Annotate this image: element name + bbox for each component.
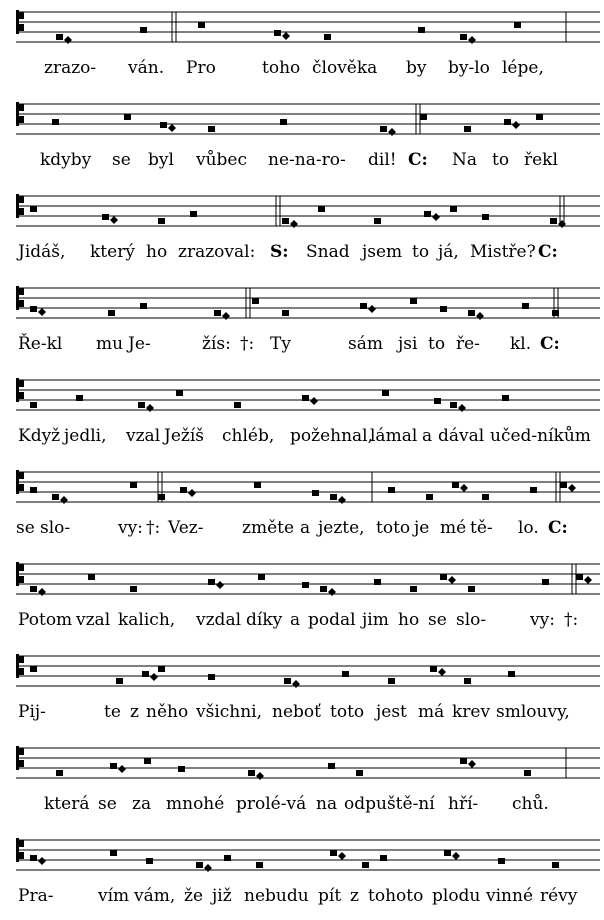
neume-note (280, 119, 287, 125)
lyric-syllable: pít (318, 886, 342, 906)
neume-note (30, 206, 37, 212)
neume-note (146, 858, 153, 864)
neume-note (330, 494, 337, 500)
lyric-syllable: má (418, 702, 445, 722)
neume-note (450, 206, 457, 212)
neume-note (388, 678, 395, 684)
lyric-syllable: chů. (512, 794, 549, 814)
lyric-syllable: jezte, (318, 518, 365, 538)
lyric-syllable: učed-níkům (490, 426, 591, 446)
chant-system (0, 92, 604, 184)
rhombus-note (282, 32, 290, 40)
neume-note (274, 30, 281, 36)
lyric-syllable: dával (438, 426, 485, 446)
neume-note (302, 395, 309, 401)
lyric-syllable: Ty (270, 334, 291, 354)
lyric-syllable: prolé-vá (236, 794, 307, 814)
neume-note (382, 390, 389, 396)
rhombus-note (204, 864, 212, 872)
lyric-syllable: všichni, (196, 702, 263, 722)
lyric-syllable: odpuště-ní (344, 794, 435, 814)
neume-note (116, 678, 123, 684)
lyric-syllable: Vez- (168, 518, 204, 538)
neume-note (284, 678, 291, 684)
lyric-syllable: lépe, (502, 58, 544, 78)
lyric-line (0, 238, 604, 266)
lyric-syllable: byl (148, 150, 174, 170)
lyric-syllable: která (44, 794, 90, 814)
neume-note (30, 402, 37, 408)
neume-note (108, 310, 115, 316)
lyric-syllable: Potom (18, 610, 73, 630)
lyric-syllable: vzal (76, 610, 111, 630)
neume-note (30, 487, 37, 493)
staff (16, 552, 600, 604)
neume-note (430, 666, 437, 672)
neume-note (142, 671, 149, 677)
neume-note (196, 862, 203, 868)
lyric-line (0, 146, 604, 174)
lyric-syllable: kalich, (118, 610, 176, 630)
lyric-syllable: a (422, 426, 433, 446)
lyric-syllable: žís: (202, 334, 231, 354)
staff (16, 368, 600, 420)
neume-note (30, 666, 37, 672)
staff (16, 644, 600, 696)
lyric-syllable: Jidáš, (18, 242, 66, 262)
lyric-syllable: kl. (510, 334, 532, 354)
lyric-syllable: jest (376, 702, 407, 722)
lyric-syllable: mé (440, 518, 467, 538)
neume-note (176, 390, 183, 396)
chant-system (0, 460, 604, 552)
neume-note (208, 579, 215, 585)
lyric-syllable: již (212, 886, 232, 906)
neume-note (248, 770, 255, 776)
rhombus-note (188, 489, 196, 497)
lyric-syllable: ho (398, 610, 420, 630)
rhombus-note (584, 576, 592, 584)
lyric-line (0, 882, 604, 910)
lyric-syllable: vůbec (196, 150, 248, 170)
lyric-syllable: řekl (524, 150, 558, 170)
neume-note (138, 402, 145, 408)
rhombus-note (256, 772, 264, 780)
neume-note (514, 22, 521, 28)
lyric-line (0, 790, 604, 818)
lyric-syllable: to (412, 242, 430, 262)
neume-note (362, 862, 369, 868)
lyric-syllable: se (428, 610, 447, 630)
lyric-syllable: by (406, 58, 427, 78)
lyric-syllable: Pra- (18, 886, 54, 906)
neume-note (552, 862, 559, 868)
lyric-syllable: jsem (362, 242, 403, 262)
lyric-syllable: se (112, 150, 131, 170)
lyric-syllable: z (350, 886, 359, 906)
neume-note (254, 482, 261, 488)
rhombus-note (150, 673, 158, 681)
lyric-syllable: jedli, (64, 426, 107, 446)
lyric-syllable: kdyby (40, 150, 92, 170)
neume-note (380, 855, 387, 861)
lyric-syllable: toho (262, 58, 301, 78)
lyric-syllable: ne-na-ro- (268, 150, 346, 170)
rhombus-note (452, 852, 460, 860)
rhombus-note (468, 760, 476, 768)
neume-note (30, 855, 37, 861)
neume-note (356, 770, 363, 776)
lyric-syllable: neboť (272, 702, 321, 722)
rhombus-note (512, 121, 520, 129)
lyric-syllable: vám, (134, 886, 176, 906)
neume-note (130, 482, 137, 488)
neume-note (468, 586, 475, 592)
lyric-syllable: díky (246, 610, 283, 630)
lyric-syllable: slo- (456, 610, 487, 630)
rhombus-note (338, 852, 346, 860)
rhombus-note (458, 404, 466, 412)
rhombus-note (146, 404, 154, 412)
lyric-syllable: z (130, 702, 139, 722)
lyric-syllable: chléb, (222, 426, 275, 446)
neume-note (130, 586, 137, 592)
neume-note (160, 122, 167, 128)
neume-note (464, 678, 471, 684)
neume-note (158, 218, 165, 224)
neume-note (482, 214, 489, 220)
neume-note (224, 855, 231, 861)
neume-note (282, 310, 289, 316)
neume-note (88, 574, 95, 580)
chant-system (0, 0, 604, 92)
neume-note (110, 763, 117, 769)
lyric-syllable: vy: (118, 518, 143, 538)
neume-note (178, 766, 185, 772)
neume-note (444, 850, 451, 856)
chant-system (0, 184, 604, 276)
lyric-syllable: podal (308, 610, 356, 630)
rhombus-note (64, 36, 72, 44)
chant-system (0, 644, 604, 736)
lyric-syllable: vzdal (196, 610, 242, 630)
neume-note (102, 214, 109, 220)
neume-note (374, 579, 381, 585)
rhombus-note (310, 397, 318, 405)
lyric-syllable: lo. (518, 518, 539, 538)
neume-note (502, 395, 509, 401)
lyric-syllable: sám (348, 334, 383, 354)
staff (16, 276, 600, 328)
neume-note (330, 850, 337, 856)
lyric-syllable: toto (330, 702, 365, 722)
lyric-syllable: to (492, 150, 510, 170)
chant-system (0, 736, 604, 828)
neume-note (302, 582, 309, 588)
neume-note (374, 218, 381, 224)
neume-note (144, 758, 151, 764)
neume-note (258, 574, 265, 580)
rhombus-note (568, 484, 576, 492)
lyric-syllable: Na (452, 150, 478, 170)
lyric-syllable: já, (438, 242, 459, 262)
lyric-syllable: tě- (470, 518, 493, 538)
lyric-syllable: hří- (448, 794, 479, 814)
lyric-line (0, 330, 604, 358)
neume-note (208, 674, 215, 680)
lyric-syllable: †: (564, 610, 579, 630)
rhombus-note (432, 213, 440, 221)
neume-note (388, 487, 395, 493)
lyric-syllable: vzal (126, 426, 161, 446)
lyric-syllable: te (104, 702, 121, 722)
lyric-syllable: za (132, 794, 152, 814)
neume-note (190, 211, 197, 217)
rhombus-note (338, 496, 346, 504)
neume-note (124, 114, 131, 120)
neume-note (324, 34, 331, 40)
neume-note (522, 303, 529, 309)
lyric-syllable: lámal (370, 426, 418, 446)
lyric-syllable: Ře-kl (18, 334, 63, 354)
lyric-syllable: požehnal, (290, 426, 374, 446)
lyric-syllable: toto (376, 518, 411, 538)
lyric-syllable: †: (146, 518, 161, 538)
lyric-syllable: Je- (128, 334, 151, 354)
neume-note (464, 126, 471, 132)
rhombus-note (476, 312, 484, 320)
lyric-syllable: se (98, 794, 117, 814)
rhombus-note (292, 680, 300, 688)
neume-note (508, 671, 515, 677)
neume-note (56, 34, 63, 40)
chant-system (0, 368, 604, 460)
neume-note (530, 487, 537, 493)
neume-note (450, 402, 457, 408)
neume-note (318, 206, 325, 212)
neume-note (410, 298, 417, 304)
lyric-syllable: †: (240, 334, 255, 354)
lyric-syllable: se (16, 518, 35, 538)
neume-note (420, 114, 427, 120)
lyric-syllable: C: (538, 242, 558, 262)
neume-note (158, 666, 165, 672)
lyric-line (0, 698, 604, 726)
neume-note (208, 126, 215, 132)
chant-system (0, 552, 604, 644)
lyric-syllable: C: (540, 334, 560, 354)
lyric-syllable: je (414, 518, 430, 538)
staff (16, 736, 600, 788)
neume-note (140, 303, 147, 309)
lyric-syllable: a (290, 610, 301, 630)
rhombus-note (38, 857, 46, 865)
staff (16, 460, 600, 512)
rhombus-note (468, 36, 476, 44)
lyric-syllable: plodu (432, 886, 481, 906)
rhombus-note (368, 305, 376, 313)
rhombus-note (448, 576, 456, 584)
neume-note (234, 402, 241, 408)
neume-note (140, 27, 147, 33)
neume-note (180, 487, 187, 493)
neume-note (560, 482, 567, 488)
neume-note (410, 586, 417, 592)
lyric-syllable: člověka (312, 58, 378, 78)
rhombus-note (60, 496, 68, 504)
lyric-syllable: vím (98, 886, 130, 906)
lyric-syllable: Mistře? (470, 242, 536, 262)
lyric-syllable: ře- (456, 334, 480, 354)
neume-note (434, 398, 441, 404)
lyric-syllable: který (90, 242, 135, 262)
neume-note (110, 850, 117, 856)
lyric-syllable: vinné (486, 886, 533, 906)
neume-note (30, 586, 37, 592)
neume-note (468, 310, 475, 316)
rhombus-note (110, 216, 118, 224)
lyric-syllable: Ježíš (164, 426, 204, 446)
lyric-syllable: mnohé (166, 794, 225, 814)
rhombus-note (216, 581, 224, 589)
rhombus-note (290, 220, 298, 228)
neume-note (342, 671, 349, 677)
rhombus-note (222, 312, 230, 320)
lyric-syllable: Pij- (18, 702, 46, 722)
lyric-syllable: zrazo- (44, 58, 97, 78)
neume-note (440, 306, 447, 312)
staff (16, 92, 600, 144)
lyric-syllable: a (300, 518, 311, 538)
neume-note (498, 858, 505, 864)
rhombus-note (328, 588, 336, 596)
lyric-syllable: na (316, 794, 338, 814)
neume-note (460, 34, 467, 40)
neume-note (460, 758, 467, 764)
neume-note (56, 770, 63, 776)
staff (16, 0, 600, 52)
neume-note (214, 310, 221, 316)
neume-note (320, 586, 327, 592)
lyric-syllable: révy (540, 886, 578, 906)
neume-note (504, 119, 511, 125)
lyric-syllable: jim (362, 610, 389, 630)
neume-note (52, 119, 59, 125)
neume-note (52, 494, 59, 500)
staff (16, 828, 600, 880)
neume-note (252, 298, 259, 304)
staff (16, 184, 600, 236)
lyric-line (0, 514, 604, 542)
lyric-syllable: Snad (306, 242, 350, 262)
lyric-syllable: Pro (186, 58, 216, 78)
neume-note (312, 490, 319, 496)
neume-note (536, 114, 543, 120)
neume-note (328, 763, 335, 769)
lyric-syllable: dil! (368, 150, 397, 170)
rhombus-note (168, 124, 176, 132)
lyric-syllable: ho (146, 242, 168, 262)
lyric-line (0, 606, 604, 634)
neume-note (256, 862, 263, 868)
lyric-syllable: tohoto (368, 886, 424, 906)
rhombus-note (438, 668, 446, 676)
neume-note (426, 494, 433, 500)
chant-system (0, 276, 604, 368)
neume-note (282, 218, 289, 224)
lyric-syllable: krev (452, 702, 491, 722)
neume-note (418, 27, 425, 33)
neume-note (380, 126, 387, 132)
lyric-syllable: vy: (530, 610, 555, 630)
lyric-syllable: zrazoval: (178, 242, 256, 262)
rhombus-note (38, 588, 46, 596)
lyric-syllable: to (428, 334, 446, 354)
neume-note (440, 574, 447, 580)
rhombus-note (118, 765, 126, 773)
neume-note (360, 303, 367, 309)
rhombus-note (460, 484, 468, 492)
rhombus-note (558, 220, 566, 228)
chant-system (0, 828, 604, 920)
lyric-syllable: Když (18, 426, 61, 446)
lyric-syllable: změte (242, 518, 295, 538)
neume-note (452, 482, 459, 488)
neume-note (482, 494, 489, 500)
neume-note (542, 579, 549, 585)
neume-note (524, 770, 531, 776)
lyric-syllable: ván. (128, 58, 165, 78)
lyric-syllable: smlouvy, (496, 702, 570, 722)
lyric-syllable: jsi (398, 334, 418, 354)
lyric-syllable: něho (146, 702, 189, 722)
neume-note (76, 395, 83, 401)
neume-note (576, 574, 583, 580)
lyric-syllable: nebudu (244, 886, 309, 906)
lyric-syllable: C: (408, 150, 428, 170)
lyric-syllable: že (184, 886, 204, 906)
neume-note (424, 211, 431, 217)
lyric-line (0, 54, 604, 82)
rhombus-note (38, 308, 46, 316)
rhombus-note (388, 128, 396, 136)
neume-note (30, 306, 37, 312)
lyric-syllable: C: (548, 518, 568, 538)
lyric-syllable: by-lo (448, 58, 490, 78)
lyric-line (0, 422, 604, 450)
neume-note (550, 218, 557, 224)
neume-note (198, 22, 205, 28)
lyric-syllable: S: (270, 242, 289, 262)
lyric-syllable: slo- (40, 518, 71, 538)
lyric-syllable: mu (96, 334, 124, 354)
